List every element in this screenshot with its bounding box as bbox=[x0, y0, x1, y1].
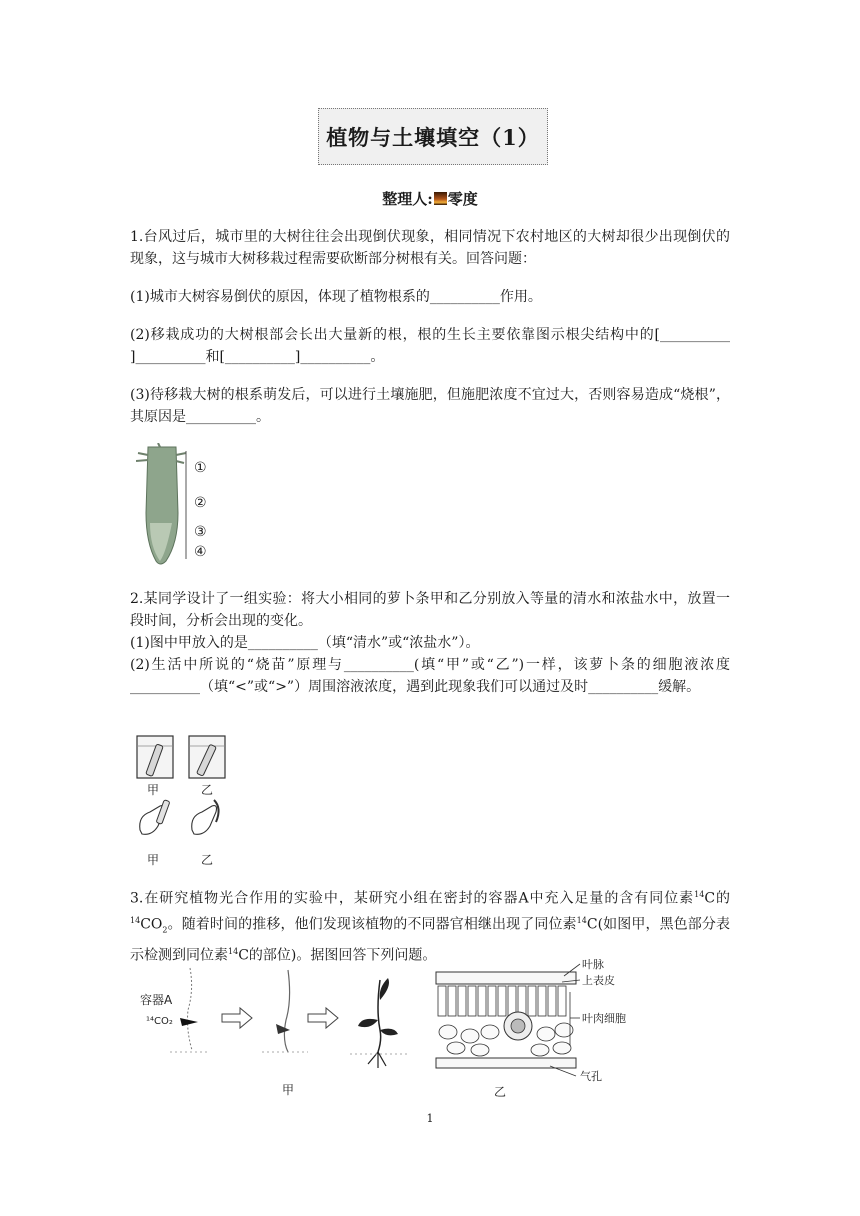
figure-jia bbox=[140, 960, 420, 1100]
co2-label: ¹⁴CO₂ bbox=[146, 1016, 173, 1027]
q3-sup-b: 14 bbox=[130, 915, 141, 925]
container-a-label: 容器A bbox=[140, 993, 173, 1007]
root-label-4: ④ bbox=[194, 544, 207, 560]
yi-label-stoma: 气孔 bbox=[580, 1070, 602, 1083]
root-tip-figure bbox=[136, 443, 226, 568]
title-box bbox=[318, 108, 548, 165]
figure-yi-caption: 乙 bbox=[494, 1085, 507, 1099]
yi-label-vein: 叶脉 bbox=[582, 958, 604, 971]
q3-text-f: C的部位)。据图回答下列问题。 bbox=[238, 947, 437, 964]
author-label: 整理人: bbox=[382, 190, 433, 208]
q3-sup-d: 14 bbox=[228, 947, 239, 957]
root-label-3: ③ bbox=[194, 524, 207, 540]
radish-label-yi-top: 乙 bbox=[201, 783, 214, 797]
q2-part2: (2)生活中所说的“烧苗”原理与__________(填“甲”或“乙”)一样，该萝卜条的细胞液浓度__________（填“<”或“>”）周围溶液浓度，遇到此现象我们可以通过及时__________缓解。 bbox=[130, 657, 730, 695]
figure-jia-caption: 甲 bbox=[282, 1083, 295, 1097]
q2-part1: (1)图中甲放入的是__________（填“清水”或“浓盐水”）。 bbox=[130, 635, 480, 651]
radish-label-jia-top: 甲 bbox=[147, 783, 160, 797]
q2-stem: 2.某同学设计了一组实验：将大小相同的萝卜条甲和乙分别放入等量的清水和浓盐水中，放置一段时间，分析会出现的变化。 bbox=[130, 591, 730, 629]
author-line bbox=[0, 188, 860, 209]
q3-sub-2: 2 bbox=[162, 925, 168, 935]
yi-label-epidermis: 上表皮 bbox=[582, 974, 615, 987]
radish-label-jia-bottom: 甲 bbox=[147, 853, 160, 867]
figure-yi bbox=[430, 956, 660, 1100]
yi-label-mesophyll: 叶肉细胞 bbox=[582, 1012, 626, 1025]
root-label-1: ① bbox=[194, 460, 207, 476]
q1-stem: 1.台风过后，城市里的大树往往会出现倒伏现象，相同情况下农村地区的大树却很少出现倒伏的现象，这与城市大树移栽过程需要砍断部分树根有关。回答问题： bbox=[130, 229, 730, 267]
q3-sup-c: 14 bbox=[576, 915, 587, 925]
q1-part2: (2)移栽成功的大树根部会长出大量新的根，根的生长主要依靠图示根尖结构中的[__________ ]__________和[__________]__________。 bbox=[130, 327, 730, 365]
page-number: 1 bbox=[426, 1112, 434, 1125]
q1-part1: (1)城市大树容易倒伏的原因，体现了植物根系的__________作用。 bbox=[130, 289, 542, 305]
q3-text-d: 。随着时间的推移，他们发现该植物的不同器官相继出现了同位素 bbox=[167, 916, 577, 933]
author-name: 零度 bbox=[447, 190, 478, 208]
q3-text-a: 3.在研究植物光合作用的实验中，某研究小组在密封的容器A中充入足量的含有同位素 bbox=[130, 890, 695, 907]
q3-text-b: C的 bbox=[704, 890, 731, 907]
page-title: 植物与土壤填空（1） bbox=[326, 124, 540, 150]
root-label-2: ② bbox=[194, 495, 207, 511]
author-logo-icon bbox=[434, 192, 447, 205]
q3-text-e: C(如图甲，黑色部分表示检测到同位素 bbox=[130, 916, 730, 964]
q3-text-c: CO bbox=[140, 916, 163, 933]
q3-stem bbox=[130, 884, 730, 967]
radish-label-yi-bottom: 乙 bbox=[201, 853, 214, 867]
q3-sup-a: 14 bbox=[694, 890, 705, 899]
radish-figure bbox=[134, 730, 234, 870]
q1-part3: (3)待移栽大树的根系萌发后，可以进行土壤施肥，但施肥浓度不宜过大，否则容易造成“烧根”，其原因是__________。 bbox=[130, 387, 730, 425]
